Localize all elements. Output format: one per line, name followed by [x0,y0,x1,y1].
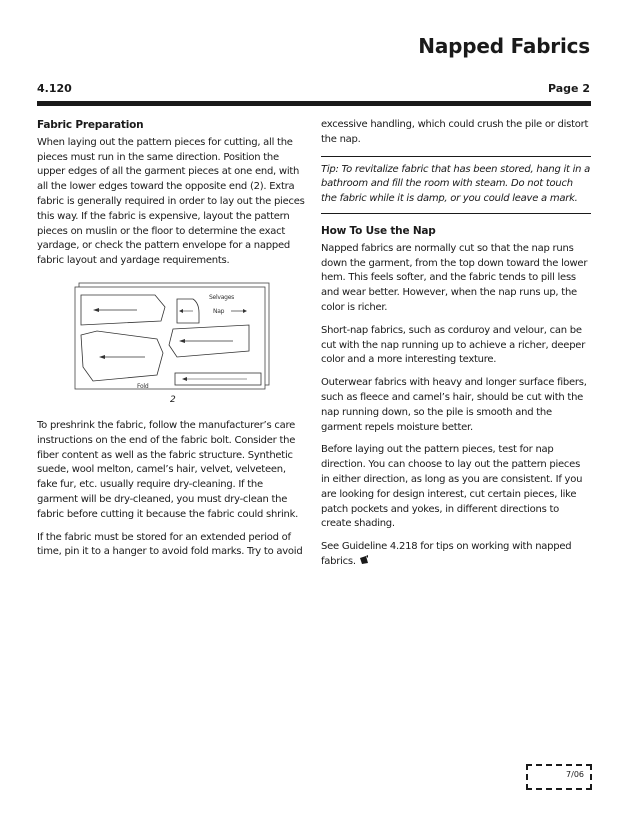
figure-caption: 2 [170,394,176,405]
layout-figure [37,277,305,413]
guideline-number: 4.120 [37,82,72,95]
tip-box [321,156,591,214]
nap-label: Nap [213,307,225,315]
left-column [37,118,305,568]
page-number: Page 2 [547,82,590,95]
paragraph: excessive handling, which could crush the pile or distort the nap. [321,119,589,145]
paragraph: Short-nap fabrics, such as corduroy and velour, can be cut with the nap running up to achieve a richer, deeper color and a more interesting texture. [321,324,586,366]
revision-date-box [526,764,592,790]
page-title: Napped Fabrics [418,34,590,58]
paragraph: Outerwear fabrics with heavy and longer surface fibers, such as fleece and camel’s hair, should be cut with the nap running down, so the pile is smooth and the garment repels moisture better. [321,377,587,433]
section-heading-fabric-preparation: Fabric Preparation [37,119,144,131]
selvages-label: Selvages [209,293,235,301]
fold-label: Fold [137,382,149,390]
paragraph-text: See Guideline 4.218 for tips on working with napped fabrics. [321,541,572,567]
paragraph: When laying out the pattern pieces for cutting, all the pieces must run in the same direction. Position the upper edges of all the garment pieces at one end, with all the lower edges toward the opposite end (2). Extra fabric is generally required in order to lay out the pieces this way. If the fabric is expensive, layout the pattern pieces on muslin or the floor to determine the exact yardage, or check the pattern envelope for a napped fabric layout and yardage requirements. [37,136,305,267]
section-heading-how-to-use-nap: How To Use the Nap [321,224,436,237]
tip-text: Tip: To revitalize fabric that has been stored, hang it in a bathroom and fill the room with steam. Do not touch the fabric while it is damp, or you could leave a mark. [321,163,591,205]
right-column [321,118,591,579]
pattern-piece-front [81,331,163,381]
paragraph-last [321,540,591,571]
end-of-text-icon [359,555,369,571]
revision-date: 7/06 [566,770,584,779]
paragraph: If the fabric must be stored for an extended period of time, pin it to a hanger to avoid fold marks. Try to avoid [37,531,303,558]
paragraph: Before laying out the pattern pieces, test for nap direction. You can choose to lay out the pattern pieces in either direction, as long as you are consistent. If you are looking for design interest, cut certain pieces, like patch pockets and yokes, in different directions to create shading. [321,444,583,530]
paragraph: To preshrink the fabric, follow the manufacturer’s care instructions on the end of the fabric bolt. Consider the fiber content as well as the fabric structure. Synthetic suede, wool melton, camel’s hair, velvet, velveteen, fake fur, etc. usually require dry-cleaning. If the garment will be dry-cleaned, you must dry-clean the fabric before cutting it because the fabric could shrink. [37,419,299,520]
header-rule [37,101,591,106]
paragraph: Napped fabrics are normally cut so that the nap runs down the garment, from the top down toward the lower hem. This feels softer, and the fabric tends to pill less and wear better. However, when the nap runs up, the color is richer. [321,242,588,313]
